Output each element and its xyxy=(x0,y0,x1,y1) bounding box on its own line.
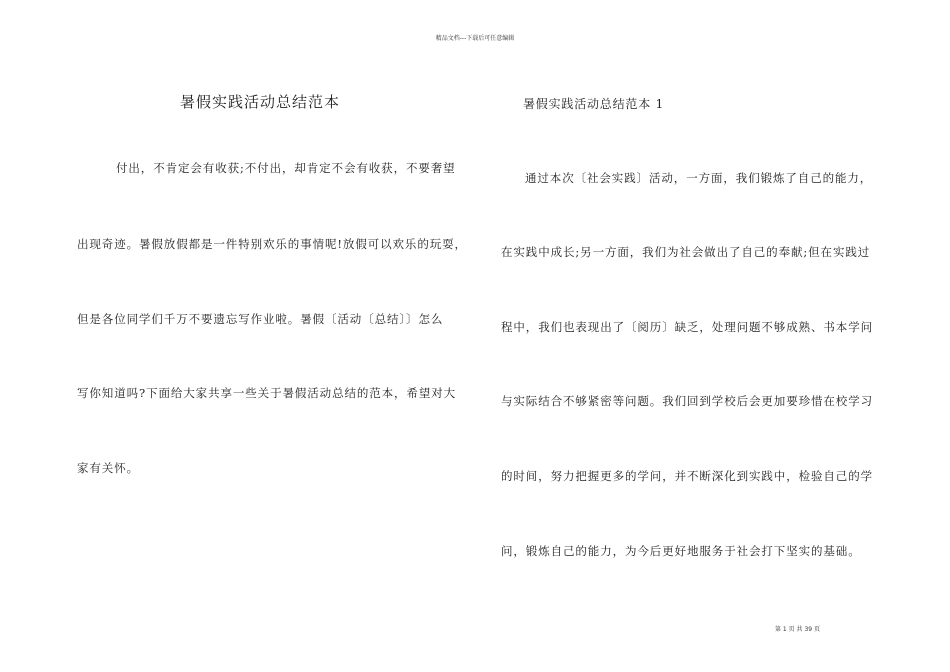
header-note: 精品文档---下载后可任意编辑 xyxy=(435,35,515,42)
right-paragraph-line: 在实践中成长;另一方面，我们为社会做出了自己的奉献;但在实践过 xyxy=(501,245,871,259)
document-title: 暑假实践活动总结范本 xyxy=(179,93,340,111)
left-paragraph-line: 家有关怀。 xyxy=(77,461,139,475)
page-number: 第 1 页 共 39 页 xyxy=(775,626,820,633)
left-paragraph-line: 付出，不肯定会有收获;不付出，却肯定不会有收获，不要奢望 xyxy=(116,161,456,175)
right-paragraph-line: 的时间，努力把握更多的学问，并不断深化到实践中，检验自己的学 xyxy=(501,469,873,483)
right-paragraph-line: 程中，我们也表现出了〔阅历〕缺乏，处理问题不够成熟、书本学问 xyxy=(501,320,873,334)
right-paragraph-line: 通过本次〔社会实践〕活动，一方面，我们锻炼了自己的能力， xyxy=(525,171,873,185)
left-paragraph-line: 但是各位同学们千万不要遗忘写作业啦。暑假〔活动〔总结〕〕怎么 xyxy=(77,312,444,326)
right-paragraph-line: 问，锻炼自己的能力，为今后更好地服务于社会打下坚实的基础。 xyxy=(501,544,861,558)
left-paragraph-line: 写你知道吗?下面给大家共享一些关于暑假活动总结的范本，希望对大 xyxy=(77,386,457,400)
section-heading: 暑假实践活动总结范本 1 xyxy=(523,97,665,111)
right-paragraph-line: 与实际结合不够紧密等问题。我们回到学校后会更加要珍惜在校学习 xyxy=(501,394,873,408)
left-paragraph-line: 出现奇迹。暑假放假都是一件特别欢乐的事情呢!放假可以欢乐的玩耍， xyxy=(77,237,467,251)
